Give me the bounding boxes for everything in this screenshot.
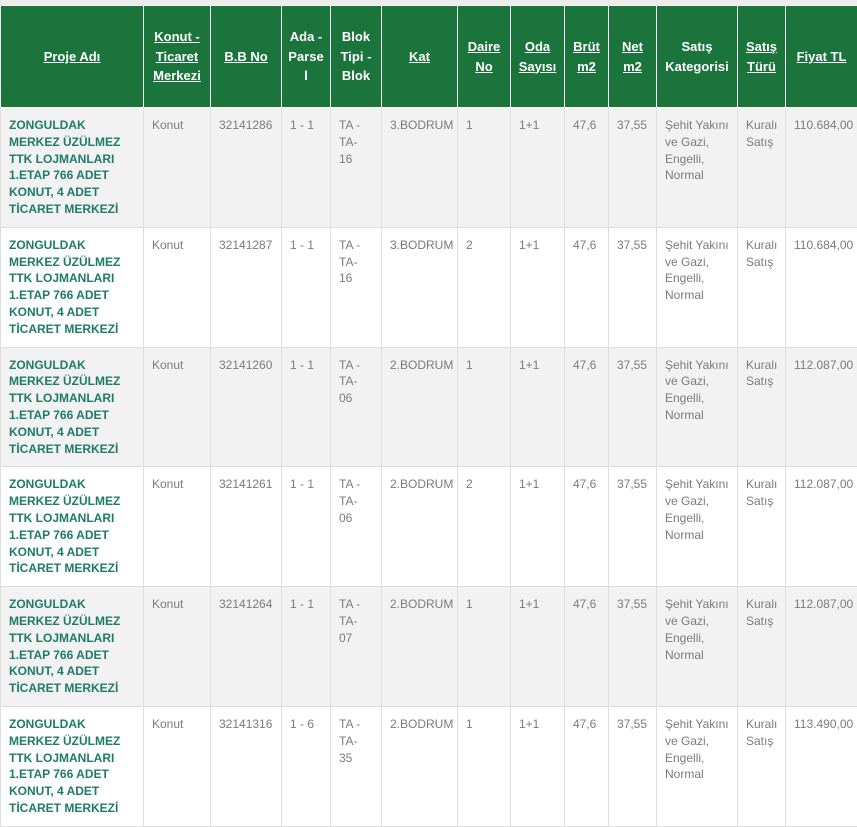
table-header-row [1, 6, 857, 108]
cell-proje-adi: ZONGULDAK MERKEZ ÜZÜLMEZ TTK LOJMANLARI 1.ETAP 766 ADET KONUT, 4 ADET TİCARET MERKEZİ [1, 467, 144, 587]
column-header-satis-turu[interactable] [738, 6, 786, 108]
table-row [1, 587, 857, 707]
cell-brut-m2: 47,6 [565, 706, 609, 826]
cell-konut-ticaret: Konut [144, 587, 211, 707]
cell-kat: 2.BODRUM [382, 347, 458, 467]
cell-konut-ticaret: Konut [144, 227, 211, 347]
cell-bb-no: 32141286 [211, 108, 282, 228]
column-header-konut-ticaret-merkezi[interactable] [144, 6, 211, 108]
cell-ada-parsel: 1 - 1 [282, 108, 331, 228]
table-row [1, 108, 857, 228]
cell-satis-kategorisi: Şehit Yakını ve Gazi, Engelli, Normal [657, 108, 738, 228]
cell-brut-m2: 47,6 [565, 347, 609, 467]
cell-net-m2: 37,55 [609, 587, 657, 707]
cell-satis-turu: Kuralı Satış [738, 108, 786, 228]
sort-link-bb-no[interactable]: B.B No [224, 49, 267, 64]
column-header-brut-m2[interactable] [565, 6, 609, 108]
cell-brut-m2: 47,6 [565, 108, 609, 228]
cell-ada-parsel: 1 - 1 [282, 347, 331, 467]
cell-satis-kategorisi: Şehit Yakını ve Gazi, Engelli, Normal [657, 467, 738, 587]
sort-link-oda-sayisi[interactable]: Oda Sayısı [519, 39, 557, 74]
cell-net-m2: 37,55 [609, 467, 657, 587]
cell-satis-kategorisi: Şehit Yakını ve Gazi, Engelli, Normal [657, 706, 738, 826]
cell-blok: TA - TA-16 [331, 108, 382, 228]
cell-net-m2: 37,55 [609, 227, 657, 347]
sort-link-fiyat-tl[interactable]: Fiyat TL [797, 49, 847, 64]
cell-oda-sayisi: 1+1 [511, 347, 565, 467]
column-header-oda-sayisi[interactable] [511, 6, 565, 108]
cell-bb-no: 32141316 [211, 706, 282, 826]
cell-bb-no: 32141287 [211, 227, 282, 347]
cell-proje-adi: ZONGULDAK MERKEZ ÜZÜLMEZ TTK LOJMANLARI 1.ETAP 766 ADET KONUT, 4 ADET TİCARET MERKEZİ [1, 227, 144, 347]
cell-brut-m2: 47,6 [565, 587, 609, 707]
cell-konut-ticaret: Konut [144, 108, 211, 228]
column-header-satis-kategorisi [657, 6, 738, 108]
cell-net-m2: 37,55 [609, 347, 657, 467]
sort-link-daire-no[interactable]: Daire No [468, 39, 501, 74]
cell-konut-ticaret: Konut [144, 706, 211, 826]
sort-link-proje-adi[interactable]: Proje Adı [44, 49, 101, 64]
cell-oda-sayisi: 1+1 [511, 467, 565, 587]
cell-fiyat-tl: 112.087,00 [786, 467, 857, 587]
cell-kat: 3.BODRUM [382, 227, 458, 347]
cell-oda-sayisi: 1+1 [511, 706, 565, 826]
cell-daire-no: 1 [458, 706, 511, 826]
cell-brut-m2: 47,6 [565, 467, 609, 587]
table-row [1, 467, 857, 587]
cell-bb-no: 32141261 [211, 467, 282, 587]
cell-net-m2: 37,55 [609, 706, 657, 826]
cell-kat: 2.BODRUM [382, 706, 458, 826]
sort-link-satis-turu[interactable]: Satış Türü [746, 39, 777, 74]
column-header-ada-parsel [282, 6, 331, 108]
cell-kat: 2.BODRUM [382, 467, 458, 587]
cell-proje-adi: ZONGULDAK MERKEZ ÜZÜLMEZ TTK LOJMANLARI 1.ETAP 766 ADET KONUT, 4 ADET TİCARET MERKEZİ [1, 706, 144, 826]
column-label-satis-kategorisi: Satış Kategorisi [665, 39, 729, 74]
sort-link-net-m2[interactable]: Net m2 [622, 39, 643, 74]
cell-satis-kategorisi: Şehit Yakını ve Gazi, Engelli, Normal [657, 227, 738, 347]
cell-bb-no: 32141264 [211, 587, 282, 707]
housing-listing-table [0, 5, 857, 827]
sort-link-konut-ticaret-merkezi[interactable]: Konut - Ticaret Merkezi [153, 29, 201, 83]
column-header-blok-tipi-blok [331, 6, 382, 108]
sort-link-brut-m2[interactable]: Brüt m2 [573, 39, 600, 74]
cell-fiyat-tl: 113.490,00 [786, 706, 857, 826]
cell-blok: TA - TA-16 [331, 227, 382, 347]
cell-fiyat-tl: 112.087,00 [786, 347, 857, 467]
cell-proje-adi: ZONGULDAK MERKEZ ÜZÜLMEZ TTK LOJMANLARI 1.ETAP 766 ADET KONUT, 4 ADET TİCARET MERKEZİ [1, 108, 144, 228]
cell-oda-sayisi: 1+1 [511, 108, 565, 228]
cell-oda-sayisi: 1+1 [511, 227, 565, 347]
table-body [1, 108, 857, 827]
cell-blok: TA - TA-07 [331, 587, 382, 707]
cell-ada-parsel: 1 - 1 [282, 227, 331, 347]
cell-satis-kategorisi: Şehit Yakını ve Gazi, Engelli, Normal [657, 347, 738, 467]
cell-kat: 2.BODRUM [382, 587, 458, 707]
cell-daire-no: 2 [458, 467, 511, 587]
cell-daire-no: 1 [458, 587, 511, 707]
column-header-daire-no[interactable] [458, 6, 511, 108]
cell-satis-turu: Kuralı Satış [738, 706, 786, 826]
cell-brut-m2: 47,6 [565, 227, 609, 347]
table-row [1, 706, 857, 826]
cell-daire-no: 1 [458, 347, 511, 467]
column-header-bb-no[interactable] [211, 6, 282, 108]
cell-satis-turu: Kuralı Satış [738, 587, 786, 707]
cell-satis-turu: Kuralı Satış [738, 227, 786, 347]
column-header-fiyat-tl[interactable] [786, 6, 857, 108]
column-header-net-m2[interactable] [609, 6, 657, 108]
cell-proje-adi: ZONGULDAK MERKEZ ÜZÜLMEZ TTK LOJMANLARI 1.ETAP 766 ADET KONUT, 4 ADET TİCARET MERKEZİ [1, 347, 144, 467]
cell-daire-no: 2 [458, 227, 511, 347]
column-header-kat[interactable] [382, 6, 458, 108]
cell-daire-no: 1 [458, 108, 511, 228]
cell-konut-ticaret: Konut [144, 347, 211, 467]
cell-fiyat-tl: 110.684,00 [786, 227, 857, 347]
cell-ada-parsel: 1 - 1 [282, 587, 331, 707]
cell-net-m2: 37,55 [609, 108, 657, 228]
cell-satis-turu: Kuralı Satış [738, 347, 786, 467]
table-row [1, 227, 857, 347]
column-header-proje-adi[interactable] [1, 6, 144, 108]
column-label-blok-tipi-blok: Blok Tipi - Blok [341, 29, 372, 83]
cell-blok: TA - TA-35 [331, 706, 382, 826]
cell-blok: TA - TA-06 [331, 467, 382, 587]
cell-konut-ticaret: Konut [144, 467, 211, 587]
cell-ada-parsel: 1 - 1 [282, 467, 331, 587]
cell-kat: 3.BODRUM [382, 108, 458, 228]
cell-ada-parsel: 1 - 6 [282, 706, 331, 826]
cell-satis-turu: Kuralı Satış [738, 467, 786, 587]
cell-proje-adi: ZONGULDAK MERKEZ ÜZÜLMEZ TTK LOJMANLARI 1.ETAP 766 ADET KONUT, 4 ADET TİCARET MERKEZİ [1, 587, 144, 707]
cell-bb-no: 32141260 [211, 347, 282, 467]
cell-oda-sayisi: 1+1 [511, 587, 565, 707]
cell-fiyat-tl: 112.087,00 [786, 587, 857, 707]
column-label-ada-parsel: Ada - Parsel [288, 29, 323, 83]
sort-link-kat[interactable]: Kat [409, 49, 430, 64]
cell-fiyat-tl: 110.684,00 [786, 108, 857, 228]
table-row [1, 347, 857, 467]
cell-blok: TA - TA-06 [331, 347, 382, 467]
cell-satis-kategorisi: Şehit Yakını ve Gazi, Engelli, Normal [657, 587, 738, 707]
